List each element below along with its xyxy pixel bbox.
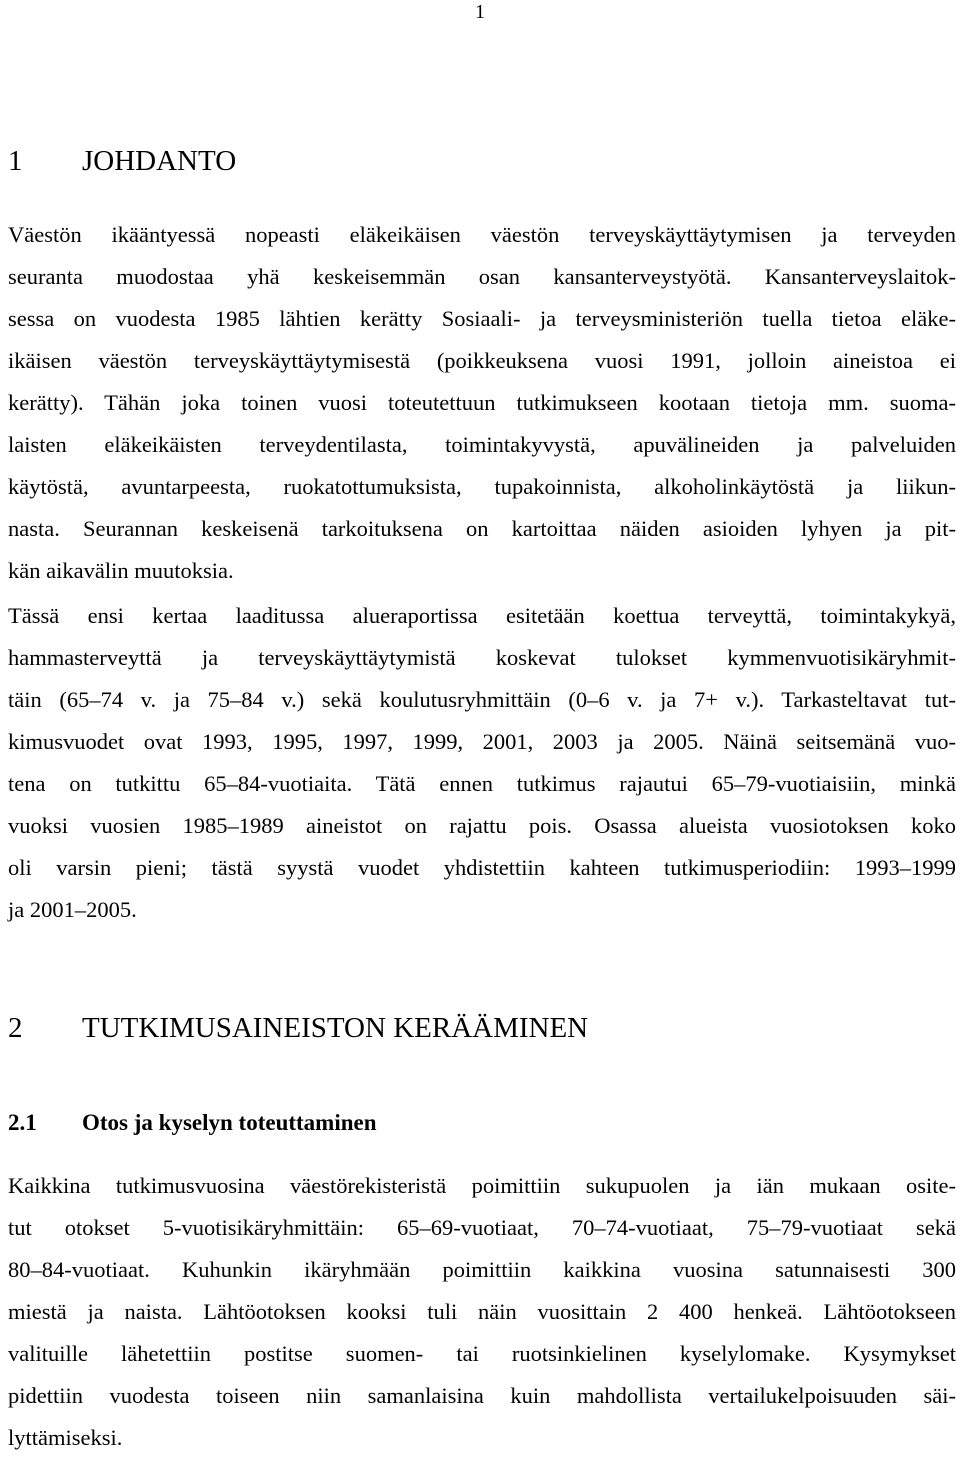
text-line: kän aikavälin muutoksia. [8, 558, 234, 583]
text-line: nasta. Seurannan keskeisenä tarkoituksena on kartoittaa näiden asioiden lyhyen ja pit- [8, 516, 956, 541]
text-line: sessa on vuodesta 1985 lähtien kerätty Sosiaali- ja terveysministeriön tuella tietoa eläke- [8, 306, 956, 331]
page-number: 1 [475, 1, 485, 23]
section-heading-johdanto [8, 143, 236, 179]
text-line: pidettiin vuodesta toiseen niin samanlaisina kuin mahdollista vertailukelpoisuuden säi- [8, 1383, 956, 1408]
text-line: 80–84-vuotiaat. Kuhunkin ikäryhmään poimittiin kaikkina vuosina satunnaisesti 300 [8, 1257, 956, 1282]
section-number: 2 [8, 1012, 23, 1044]
text-line: ikäisen väestön terveyskäyttäytymisestä (poikkeuksena vuosi 1991, jolloin aineistoa ei [8, 348, 956, 373]
section-heading-tutkimusaineisto [8, 1010, 588, 1046]
text-line: tena on tutkittu 65–84-vuotiaita. Tätä ennen tutkimus rajautui 65–79-vuotiaisiin, minkä [8, 771, 956, 796]
subsection-heading-otos [8, 1109, 377, 1137]
text-line: täin (65–74 v. ja 75–84 v.) sekä koulutusryhmittäin (0–6 v. ja 7+ v.). Tarkasteltavat tut- [8, 687, 956, 712]
text-line: käytöstä, avuntarpeesta, ruokatottumuksista, tupakoinnista, alkoholinkäytöstä ja liikun- [8, 474, 956, 499]
text-line: seuranta muodostaa yhä keskeisemmän osan kansanterveystyötä. Kansanterveyslaitok- [8, 264, 956, 289]
paragraph-intro-2 [8, 595, 956, 931]
text-line: kerätty). Tähän joka toinen vuosi toteutettuun tutkimukseen kootaan tietoja mm. suoma- [8, 390, 956, 415]
text-line: Väestön ikääntyessä nopeasti eläkeikäisen väestön terveyskäyttäytymisen ja terveyden [8, 222, 956, 247]
text-line: miestä ja naista. Lähtöotoksen kooksi tuli näin vuosittain 2 400 henkeä. Lähtöotokseen [8, 1299, 956, 1324]
section-title: JOHDANTO [82, 145, 237, 177]
text-line: laisten eläkeikäisten terveydentilasta, toimintakyvystä, apuvälineiden ja palveluiden [8, 432, 956, 457]
text-line: ja 2001–2005. [8, 897, 137, 922]
text-line: valituille lähetettiin postitse suomen- tai ruotsinkielinen kyselylomake. Kysymykset [8, 1341, 956, 1366]
text-line: oli varsin pieni; tästä syystä vuodet yhdistettiin kahteen tutkimusperiodiin: 1993–1999 [8, 855, 956, 880]
text-line: tut otokset 5-vuotisikäryhmittäin: 65–69-vuotiaat, 70–74-vuotiaat, 75–79-vuotiaat sekä [8, 1215, 956, 1240]
paragraph-otos [8, 1165, 956, 1459]
text-line: kimusvuodet ovat 1993, 1995, 1997, 1999, 2001, 2003 ja 2005. Näinä seitsemänä vuo- [8, 729, 956, 754]
text-line: hammasterveyttä ja terveyskäyttäytymistä koskevat tulokset kymmenvuotisikäryhmit- [8, 645, 956, 670]
text-line: lyttämiseksi. [8, 1425, 123, 1450]
paragraph-intro-1 [8, 214, 956, 592]
text-line: vuoksi vuosien 1985–1989 aineistot on rajattu pois. Osassa alueista vuosiotoksen koko [8, 813, 956, 838]
text-line: Tässä ensi kertaa laaditussa alueraportissa esitetään koettua terveyttä, toimintakykyä, [8, 603, 956, 628]
subsection-title: Otos ja kyselyn toteuttaminen [82, 1110, 377, 1135]
section-title: TUTKIMUSAINEISTON KERÄÄMINEN [82, 1012, 589, 1044]
section-number: 1 [8, 145, 23, 177]
text-line: Kaikkina tutkimusvuosina väestörekisteristä poimittiin sukupuolen ja iän mukaan osite- [8, 1173, 956, 1198]
subsection-number: 2.1 [8, 1110, 37, 1135]
